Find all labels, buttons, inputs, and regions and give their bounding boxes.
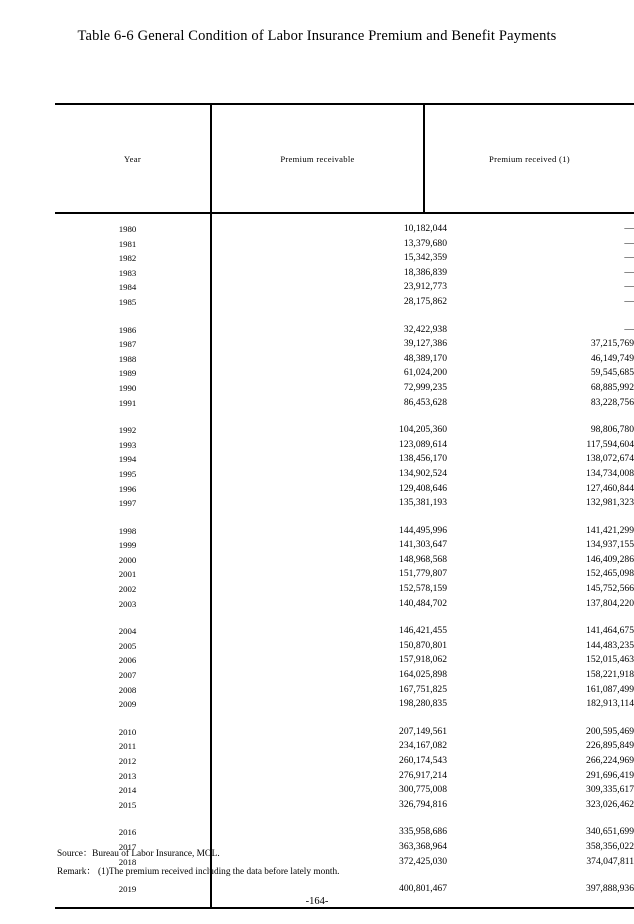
table-row	[55, 882, 634, 897]
cell-premium-receivable: 148,968,568	[399, 553, 447, 565]
table-body	[55, 214, 634, 907]
table-row	[55, 769, 634, 784]
cell-premium-received: 291,696,419	[586, 769, 634, 781]
cell-premium-receivable: 335,958,686	[399, 826, 447, 838]
table-row	[55, 222, 634, 237]
cell-premium-received: 83,228,756	[590, 396, 634, 408]
table-row	[55, 653, 634, 668]
table-row	[55, 323, 634, 338]
cell-year: 1987	[118, 339, 137, 350]
cell-premium-received: 134,734,008	[586, 467, 634, 479]
cell-premium-received: 309,335,617	[586, 784, 634, 796]
column-header-year: Year	[123, 153, 142, 164]
table-header-row	[55, 105, 634, 212]
cell-premium-received: 146,409,286	[586, 553, 634, 565]
cell-premium-receivable: 198,280,835	[399, 698, 447, 710]
table-row-group	[55, 222, 634, 310]
source-note: Source：Bureau of Labor Insurance, MOL.	[57, 849, 220, 859]
cell-year: 2013	[118, 770, 137, 781]
cell-premium-received: 59,545,685	[590, 367, 634, 379]
table-row	[55, 337, 634, 352]
table-row	[55, 553, 634, 568]
cell-premium-received: 374,047,811	[586, 855, 634, 867]
cell-premium-receivable: 135,381,193	[399, 497, 447, 509]
cell-premium-receivable: 151,779,807	[399, 568, 447, 580]
cell-year: 2017	[118, 841, 137, 852]
table-row-group	[55, 882, 634, 897]
cell-premium-receivable: 140,484,702	[399, 597, 447, 609]
table-row	[55, 381, 634, 396]
cell-premium-received: 37,215,769	[590, 338, 634, 350]
cell-year: 2001	[118, 569, 137, 580]
cell-premium-received: 141,421,299	[586, 524, 634, 536]
cell-premium-receivable: 138,456,170	[399, 453, 447, 465]
cell-premium-receivable: 146,421,455	[399, 625, 447, 637]
column-header-premium-received: Premium received (1)	[489, 153, 570, 164]
cell-premium-receivable: 234,167,082	[399, 740, 447, 752]
cell-premium-receivable: 363,368,964	[399, 840, 447, 852]
table-row-group	[55, 323, 634, 411]
cell-year: 1982	[118, 253, 137, 264]
table-notes	[57, 845, 617, 881]
cell-premium-received: —	[624, 252, 634, 264]
cell-premium-receivable: 400,801,467	[399, 883, 447, 895]
cell-premium-receivable: 72,999,235	[403, 381, 447, 393]
cell-premium-received: —	[624, 323, 634, 335]
cell-premium-received: —	[624, 223, 634, 234]
table-row-group	[55, 524, 634, 612]
cell-premium-receivable: 326,794,816	[399, 798, 447, 810]
page-title: Table 6-6 General Condition of Labor Insurance Premium and Benefit Payments	[77, 28, 557, 44]
cell-year: 2011	[118, 741, 137, 752]
cell-year: 2008	[118, 684, 137, 695]
cell-premium-received: 358,356,022	[586, 840, 634, 852]
table-row-group	[55, 423, 634, 511]
cell-premium-receivable: 150,870,801	[399, 639, 447, 651]
table-row	[55, 467, 634, 482]
cell-year: 2002	[118, 584, 137, 595]
cell-premium-receivable: 104,205,360	[399, 424, 447, 436]
table-row	[55, 567, 634, 582]
cell-premium-received: 141,464,675	[586, 625, 634, 637]
table-bottom-rule	[55, 907, 634, 909]
cell-premium-received: 158,221,918	[586, 669, 634, 681]
cell-year: 2010	[118, 726, 137, 737]
cell-premium-receivable: 134,902,524	[399, 467, 447, 479]
cell-year: 2012	[118, 756, 137, 766]
table-row	[55, 538, 634, 553]
cell-premium-received: 340,651,699	[586, 826, 634, 838]
cell-year: 1992	[118, 425, 137, 436]
cell-year: 2003	[118, 598, 137, 609]
cell-premium-received: 134,937,155	[586, 539, 634, 551]
table-row	[55, 251, 634, 266]
cell-year: 2004	[118, 626, 137, 637]
cell-premium-received: 152,015,463	[586, 654, 634, 666]
cell-year: 1995	[118, 468, 137, 479]
table-row	[55, 683, 634, 698]
cell-year: 1983	[118, 267, 137, 278]
cell-premium-received: 68,885,992	[590, 381, 634, 393]
cell-year: 1985	[118, 296, 137, 307]
cell-premium-receivable: 152,578,159	[399, 583, 447, 595]
cell-year: 1994	[118, 454, 137, 465]
cell-premium-received: —	[624, 295, 634, 307]
cell-year: 1984	[118, 282, 137, 293]
cell-year: 1993	[118, 439, 137, 450]
cell-premium-received: 145,752,566	[586, 583, 634, 595]
cell-year: 1980	[118, 224, 137, 234]
cell-year: 2005	[118, 640, 137, 651]
cell-premium-receivable: 164,025,898	[399, 669, 447, 681]
cell-premium-receivable: 61,024,200	[403, 367, 447, 379]
cell-year: 1997	[118, 498, 137, 509]
table-row	[55, 266, 634, 281]
table-row	[55, 639, 634, 654]
cell-year: 1996	[118, 483, 137, 494]
cell-premium-receivable: 123,089,614	[399, 438, 447, 450]
table-row	[55, 798, 634, 813]
cell-premium-received: —	[624, 281, 634, 293]
cell-premium-receivable: 372,425,030	[399, 855, 447, 867]
cell-premium-receivable: 129,408,646	[399, 482, 447, 494]
cell-premium-receivable: 28,175,862	[403, 295, 447, 307]
cell-year: 1991	[118, 397, 137, 408]
table-row	[55, 668, 634, 683]
table-row	[55, 783, 634, 798]
cell-premium-receivable: 276,917,214	[399, 769, 447, 781]
table-row	[55, 396, 634, 411]
cell-premium-receivable: 10,182,044	[403, 223, 447, 234]
cell-premium-receivable: 260,174,543	[399, 755, 447, 766]
cell-premium-received: 132,981,323	[586, 497, 634, 509]
table-row	[55, 482, 634, 497]
table-row	[55, 452, 634, 467]
cell-year: 2009	[118, 699, 137, 710]
cell-premium-received: 226,895,849	[586, 740, 634, 752]
cell-premium-received: 182,913,114	[586, 698, 634, 710]
table-row	[55, 496, 634, 511]
cell-year: 1989	[118, 368, 137, 379]
cell-premium-receivable: 157,918,062	[399, 654, 447, 666]
cell-year: 2018	[118, 856, 137, 867]
table-row	[55, 366, 634, 381]
table-row	[55, 524, 634, 539]
cell-premium-received: —	[624, 237, 634, 249]
cell-premium-received: 127,460,844	[586, 482, 634, 494]
cell-year: 2015	[118, 799, 137, 810]
cell-premium-received: 266,224,969	[586, 755, 634, 766]
cell-premium-received: 397,888,936	[586, 883, 634, 895]
table-row-group	[55, 624, 634, 712]
cell-premium-receivable: 15,342,359	[403, 252, 447, 264]
cell-year: 1999	[118, 540, 137, 551]
column-header-premium-receivable: Premium receivable	[280, 153, 355, 164]
cell-premium-receivable: 23,912,773	[403, 281, 447, 293]
cell-year: 1988	[118, 353, 137, 364]
cell-year: 2019	[118, 884, 137, 895]
cell-premium-receivable: 39,127,386	[403, 338, 447, 350]
cell-year: 2016	[118, 827, 137, 838]
cell-premium-receivable: 48,389,170	[403, 352, 447, 364]
table-row	[55, 624, 634, 639]
cell-premium-received: 137,804,220	[586, 597, 634, 609]
cell-premium-received: 138,072,674	[586, 453, 634, 465]
cell-year: 1986	[118, 324, 137, 335]
cell-premium-received: 161,087,499	[586, 683, 634, 695]
cell-premium-receivable: 141,303,647	[399, 539, 447, 551]
cell-premium-received: 144,483,235	[586, 639, 634, 651]
table-row	[55, 295, 634, 310]
table-row-group	[55, 725, 634, 813]
cell-year: 2014	[118, 785, 137, 796]
cell-premium-received: 200,595,469	[586, 725, 634, 737]
table-row	[55, 754, 634, 769]
cell-year: 2007	[118, 670, 137, 681]
cell-year: 1998	[118, 525, 137, 536]
table-row	[55, 237, 634, 252]
cell-year: 2006	[118, 655, 137, 666]
cell-premium-receivable: 32,422,938	[403, 323, 447, 335]
cell-premium-receivable: 13,379,680	[403, 237, 447, 249]
table-row	[55, 352, 634, 367]
table-row	[55, 423, 634, 438]
page-number: -164-	[305, 896, 329, 907]
cell-premium-received: 98,806,780	[590, 424, 634, 436]
cell-premium-received: 152,465,098	[586, 568, 634, 580]
cell-premium-receivable: 18,386,839	[403, 266, 447, 278]
remark-note: Remark： (1)The premium received including the data before lately month.	[57, 867, 340, 877]
table-row	[55, 597, 634, 612]
table-row	[55, 582, 634, 597]
table-row	[55, 725, 634, 740]
cell-premium-received: 46,149,749	[590, 352, 634, 364]
cell-premium-receivable: 86,453,628	[403, 396, 447, 408]
table-row	[55, 280, 634, 295]
table-row	[55, 739, 634, 754]
table-row	[55, 438, 634, 453]
cell-premium-received: 323,026,462	[586, 798, 634, 810]
cell-premium-receivable: 167,751,825	[399, 683, 447, 695]
cell-premium-receivable: 300,775,008	[399, 784, 447, 796]
cell-year: 1990	[118, 382, 137, 393]
cell-premium-receivable: 144,495,996	[399, 524, 447, 536]
table-row	[55, 697, 634, 712]
cell-year: 2000	[118, 554, 137, 565]
cell-premium-received: —	[624, 266, 634, 278]
cell-premium-receivable: 207,149,561	[399, 725, 447, 737]
cell-premium-received: 117,594,604	[586, 438, 634, 450]
data-table	[55, 103, 634, 909]
table-row	[55, 825, 634, 840]
cell-year: 1981	[118, 238, 137, 249]
